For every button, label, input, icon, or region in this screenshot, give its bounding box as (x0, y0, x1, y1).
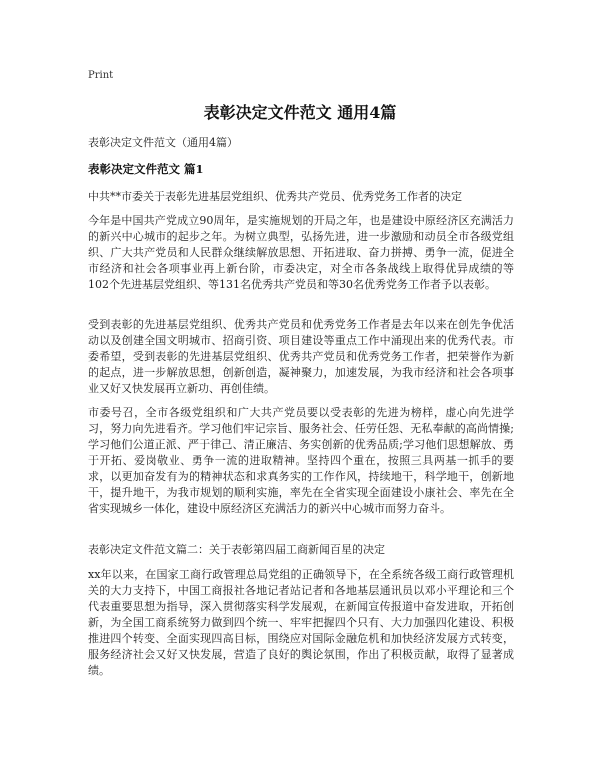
paragraph-1: 今年是中国共产党成立90周年，是实施规划的开局之年，也是建设中原经济区充满活力的新兴中心城市的起步之年。为树立典型，弘扬先进，进一步激励和动员全市各级党组织、广大共产党员和人民群众继续解放思想、开拓进取、奋力拼搏、勇争一流，促进全市经济和社会各项事业再上新台阶，市委决定，对全市各条战线上取得优异成绩的等102个先进基层党组织、等131名优秀共产党员和等30名优秀党务工作者予以表彰。 (88, 214, 514, 291)
section2-heading: 表彰决定文件范文篇二：关于表彰第四届工商新闻百星的决定 (88, 543, 385, 556)
document-title: 表彰决定文件范文 通用4篇 (203, 103, 397, 122)
section1-intro: 中共**市委关于表彰先进基层党组织、优秀共产党员、优秀党务工作者的决定 (88, 190, 462, 203)
paragraph-4: xx年以来，在国家工商行政管理总局党组的正确领导下，在全系统各级工商行政管理机关的大力支持下，中国工商报社各地记者站记者和各地基层通讯员以邓小平理论和三个代表重要思想为指导，深入贯彻落实科学发展观，在新闻宣传报道中奋发进取，开拓创新，为全国工商系统努力做到四个统一、牢牢把握四个只有、大力加强四化建设、积极推进四个转变、全面实现四高目标，围绕应对国际金融危机和加快经济发展方式转变，服务经济社会又好又快发展，营造了良好的舆论氛围，作出了积极贡献，取得了显著成绩。 (88, 568, 514, 677)
print-label[interactable]: Print (88, 70, 114, 81)
paragraph-3: 市委号召，全市各级党组织和广大共产党员要以受表彰的先进为榜样，虚心向先进学习，努力向先进看齐。学习他们牢记宗旨、服务社会、任劳任怨、无私奉献的高尚情操;学习他们公道正派、严于律己、清正廉洁、务实创新的优秀品质;学习他们思想解放、勇于开拓、爱岗敬业、勇争一流的进取精神。坚持四个重在，按照三具两基一抓手的要求，以更加奋发有为的精神状态和求真务实的工作作风，持续地干，科学地干，创新地干，提升地干，为我市规划的顺利实施，率先在全省实现全面建设小康社会、率先在全省实现城乡一体化，建设中原经济区充满活力的新兴中心城市而努力奋斗。 (88, 406, 514, 515)
section1-heading: 表彰决定文件范文 篇1 (88, 162, 204, 176)
document-subtitle: 表彰决定文件范文（通用4篇） (88, 136, 238, 149)
paragraph-2: 受到表彰的先进基层党组织、优秀共产党员和优秀党务工作者是去年以来在创先争优活动以及创建全国文明城市、招商引资、项目建设等重点工作中涌现出来的优秀代表。市委希望，受到表彰的先进基层党组织、优秀共产党员和优秀党务工作者，把荣誉作为新的起点，进一步解放思想，创新创造，凝神聚力，加速发展，为我市经济和社会各项事业又好又快发展再立新功、再创佳绩。 (88, 318, 514, 395)
